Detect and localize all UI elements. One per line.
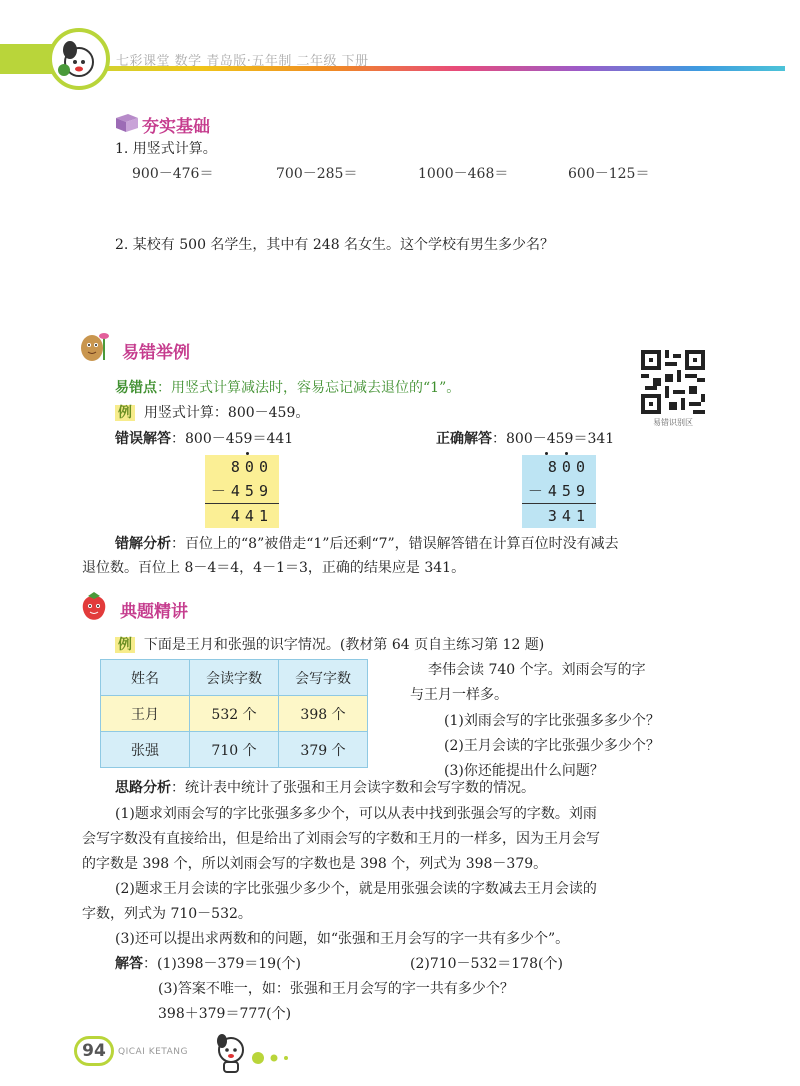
table-header-cell: 姓名 xyxy=(101,660,190,696)
table-row xyxy=(101,696,368,732)
analysis-text-2: 退位数。百位上 8－4＝4，4－1＝3，正确的结果应是 341。 xyxy=(82,560,466,576)
answer-3: (3)答案不唯一，如：张强和王月会写的字一共有多少个？ xyxy=(158,981,514,997)
table-header-row xyxy=(101,660,368,696)
footer-brand: QICAI KETANG xyxy=(118,1047,188,1057)
reading-writing-table xyxy=(100,659,368,768)
analysis-paragraph: 字数，列式为 710－532。 xyxy=(82,906,252,922)
example-text: 用竖式计算：800－459。 xyxy=(143,405,310,421)
section-heading-basics: 夯实基础 xyxy=(142,117,210,137)
table-header-cell: 会读字数 xyxy=(190,660,279,696)
right-vertical-calc xyxy=(522,455,596,528)
side-text-1: 李伟会读 740 个字。刘雨会写的字 xyxy=(428,662,646,678)
table-cell: 710 个 xyxy=(190,732,279,768)
question-2: 2. 某校有 500 名学生，其中有 248 名女生。这个学校有男生多少名？ xyxy=(115,237,555,253)
analysis-paragraph: (1)题求刘雨会写的字比张强多多少个，可以从表中找到张强会写的字数。刘雨 xyxy=(115,806,597,822)
calc-mid: －459 xyxy=(205,479,279,503)
table-header-cell: 会写字数 xyxy=(279,660,368,696)
example-tag: 例 xyxy=(115,405,135,421)
calc-item: 1000－468＝ xyxy=(418,166,509,182)
side-text-2: 与王月一样多。 xyxy=(410,687,508,703)
example-line xyxy=(115,402,309,422)
answer-1: ：(1)398－379＝19(个) xyxy=(143,956,302,972)
table-cell: 532 个 xyxy=(190,696,279,732)
calc-mid: －459 xyxy=(522,479,596,503)
wrong-answer-text: ：800－459＝441 xyxy=(171,431,294,447)
table-cell: 王月 xyxy=(101,696,190,732)
analysis-text-1: ：百位上的“8”被借走“1”后还剩“7”，错误解答错在计算百位时没有减去 xyxy=(171,536,619,552)
table-cell: 379 个 xyxy=(279,732,368,768)
answer-line xyxy=(115,952,301,976)
borrow-dot xyxy=(565,452,568,455)
footer-dots-icon xyxy=(252,1049,298,1068)
error-point xyxy=(115,377,460,397)
sub-question-1: (1)刘雨会写的字比张强多多少个？ xyxy=(444,713,660,729)
answer-4: 398＋379＝777(个) xyxy=(158,1006,292,1022)
answer-label: 解答 xyxy=(115,956,143,972)
calc-result: 341 xyxy=(522,503,596,528)
example-line-2 xyxy=(115,634,544,654)
borrow-dot xyxy=(545,452,548,455)
error-point-text: ：用竖式计算减法时，容易忘记减去退位的“1”。 xyxy=(157,380,461,396)
strawberry-mascot-icon xyxy=(76,590,112,624)
analysis-paragraph: 的字数是 398 个，所以刘雨会写的字数也是 398 个，列式为 398－379。 xyxy=(82,856,548,872)
right-answer-text: ：800－459＝341 xyxy=(492,431,615,447)
thinking-label: 思路分析 xyxy=(115,780,171,796)
book-icon xyxy=(114,112,140,134)
table-cell: 张强 xyxy=(101,732,190,768)
qr-code-icon[interactable] xyxy=(641,350,705,414)
header-title: 七彩课堂 数学 青岛版·五年制 二年级 下册 xyxy=(116,54,369,69)
sub-question-2: (2)王月会读的字比张强少多少个？ xyxy=(444,738,660,754)
borrow-dot xyxy=(246,452,249,455)
right-answer-line xyxy=(436,428,614,448)
analysis-paragraph: (2)题求王月会读的字比张强少多少个，就是用张强会读的字数减去王月会读的 xyxy=(115,881,597,897)
table-row xyxy=(101,732,368,768)
mascot-logo-icon xyxy=(48,28,110,90)
example-text: 下面是王月和张强的识字情况。(教材第 64 页自主练习第 12 题) xyxy=(143,637,545,653)
dog-mascot-icon xyxy=(212,1032,250,1076)
analysis-line-1 xyxy=(115,532,619,556)
qr-label: 易错识别区 xyxy=(653,418,693,427)
question-1: 1. 用竖式计算。 xyxy=(115,141,217,157)
analysis-paragraph: (3)还可以提出求两数和的问题，如“张强和王月会写的字一共有多少个”。 xyxy=(115,931,570,947)
example-tag: 例 xyxy=(115,637,135,653)
page-number: 94 xyxy=(74,1036,114,1066)
right-answer-label: 正确解答 xyxy=(436,431,492,447)
calc-item: 900－476＝ xyxy=(132,166,214,182)
analysis-label: 错解分析 xyxy=(115,536,171,552)
analysis-paragraph: 会写字数没有直接给出，但是给出了刘雨会写的字数和王月的一样多，因为王月会写 xyxy=(82,831,600,847)
calc-top: 800 xyxy=(522,455,596,479)
calc-result: 441 xyxy=(205,503,279,528)
section-heading-errors: 易错举例 xyxy=(122,343,190,363)
potato-mascot-icon xyxy=(76,330,114,364)
wrong-answer-line xyxy=(115,428,293,448)
wrong-answer-label: 错误解答 xyxy=(115,431,171,447)
error-point-label: 易错点 xyxy=(115,380,157,396)
wrong-vertical-calc xyxy=(205,455,279,528)
table-cell: 398 个 xyxy=(279,696,368,732)
sub-question-3: (3)你还能提出什么问题？ xyxy=(444,763,604,779)
thinking-line xyxy=(115,776,535,800)
section-heading-examples: 典题精讲 xyxy=(120,602,188,622)
calc-item: 700－285＝ xyxy=(276,166,358,182)
calc-top: 800 xyxy=(205,455,279,479)
thinking-text: ：统计表中统计了张强和王月会读字数和会写字数的情况。 xyxy=(171,780,535,796)
answer-2: (2)710－532＝178(个) xyxy=(410,956,563,972)
calc-item: 600－125＝ xyxy=(568,166,650,182)
